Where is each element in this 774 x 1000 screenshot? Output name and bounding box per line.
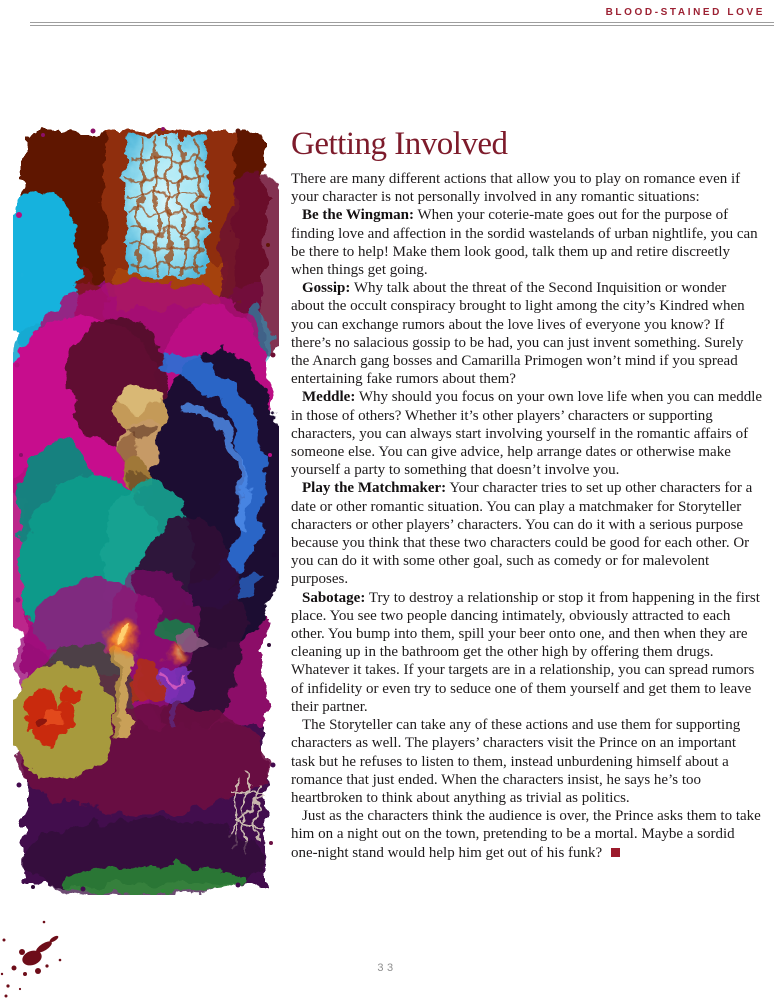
entry-label: Meddle: xyxy=(302,389,356,406)
entry-label: Play the Matchmaker: xyxy=(302,480,447,497)
entry-label: Sabotage: xyxy=(302,589,366,606)
entry-meddle xyxy=(291,388,763,479)
running-head: BLOOD-STAINED LOVE xyxy=(605,7,765,18)
intro-paragraph: There are many different actions that allow you to play on romance even if your character is not personally involved in any romantic situations: xyxy=(291,171,741,206)
entry-text: Why talk about the threat of the Second Inquisition or wonder about the occult conspiracy brought to light among the city’s Kindred when you can exchange rumors about the love lives of everyone you know? If there’s no salacious gossip to be had, you can just invent something. Surely the Anarch gang bosses and Camarilla Primogen won’t mind if you spread entertaining fake rumors about them? xyxy=(291,280,745,388)
entry-text: Your character tries to set up other characters for a date or other romantic situation. You can play a matchmaker for Storyteller characters or other players’ characters. You can do it with a serious purpose because you think that these two characters could be good for each other. Or you can do it with some other goal, such as comedy or for malevolent purposes. xyxy=(291,480,753,588)
page-number: 33 xyxy=(377,962,397,974)
entry-text: Why should you focus on your own love life when you can meddle in those of others? Whether it’s other players’ characters or supporting characters, you can always start involving yourself in the romantic affairs of someone else. You can give advice, help arrange dates or otherwise make yourself a party to something that doesn’t involve you. xyxy=(291,389,763,479)
closing-paragraph: The Storyteller can take any of these actions and use them for supporting characters as well. The players’ characters visit the Prince on an important task but he refuses to listen to them, instead unburdening himself about a romance that just ended. When the characters insist, he says he’s too heartbroken to think about anything as trivial as politics. xyxy=(291,717,741,806)
entry-text: Try to destroy a relationship or stop it from happening in the first place. You see two people dancing intimately, obviously attracted to each other. You bump into them, spill your beer onto one, and then when they are cleaning up in the bathroom get the other high by offering them drugs. Whatever it takes. If your targets are in a relationship, you can spread rumors of infidelity or even try to seduce one of them yourself and get them to leave their partner. xyxy=(291,589,760,715)
entry-matchmaker xyxy=(291,479,763,588)
entry-wingman xyxy=(291,206,763,279)
entry-gossip xyxy=(291,279,763,388)
blood-splatter-decoration xyxy=(0,916,72,1000)
closing-paragraph xyxy=(291,807,763,862)
header-double-rule xyxy=(30,22,774,26)
end-of-article-marker xyxy=(611,848,620,857)
entry-text: When your coterie-mate goes out for the purpose of finding love and affection in the sordid wastelands of urban nightlife, you can be there to help! Make them look good, talk them up and retire discreetly when things get going. xyxy=(291,207,758,279)
entry-label: Gossip: xyxy=(302,280,351,297)
closing-text: Just as the characters think the audience is over, the Prince asks them to take him on a night out on the town, pretending to be a mortal. Maybe a sordid one-night stand would help him get out of his funk? xyxy=(291,808,761,861)
entry-label: Be the Wingman: xyxy=(302,207,414,224)
chapter-illustration xyxy=(13,125,279,895)
painting-layers xyxy=(13,133,279,895)
section-title: Getting Involved xyxy=(291,126,508,162)
entry-sabotage xyxy=(291,589,763,716)
article-column xyxy=(291,125,763,862)
